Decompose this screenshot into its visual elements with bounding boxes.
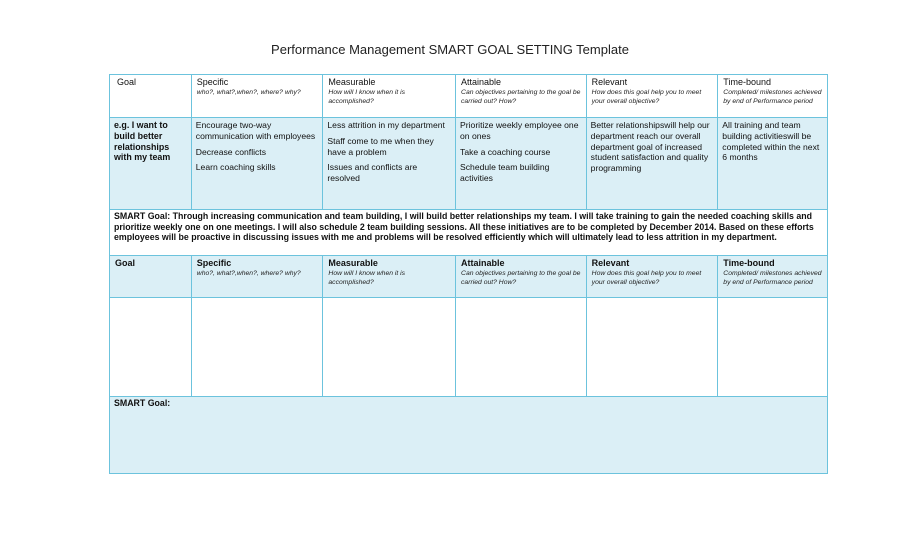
- header-label: Relevant: [591, 258, 630, 268]
- header-attainable: [456, 256, 587, 298]
- header-goal: [110, 256, 192, 298]
- smart-goal-blank-label: SMART Goal:: [114, 398, 171, 408]
- list-item: Take a coaching course: [460, 146, 551, 157]
- header-goal: [110, 75, 192, 118]
- smart-goal-example: SMART Goal: Through increasing communication and team building, I will build better relationships my team. I will take training to gain the needed coaching skills and prioritize weekly one on one meetings. I will also schedule 2 team building sessions. All these initiatives are to be completed by December 2014. Based on these efforts employees will be proactive in discussing issues with me and problems will be resolved efficiently which will ultimately lead to less attrition in my department.: [110, 210, 827, 256]
- blank-entry-row: [110, 298, 827, 397]
- header-measurable: [323, 75, 456, 118]
- blank-specific-cell[interactable]: [192, 298, 324, 397]
- header-sub: Completed/ milestones achieved by end of Performance period: [723, 270, 822, 286]
- header-sub: How does this goal help you to meet your overall objective?: [591, 270, 702, 286]
- header-sub: How does this goal help you to meet your overall objective?: [591, 89, 702, 105]
- header-sub: who?, what?,when?, where? why?: [196, 270, 301, 277]
- header-sub: How will I know when it is accomplished?: [328, 270, 406, 286]
- list-item: Schedule team building activities: [460, 162, 550, 184]
- header-label: Attainable: [461, 77, 502, 87]
- header-label: Specific: [196, 258, 232, 268]
- blank-measurable-cell[interactable]: [323, 298, 456, 397]
- header-label: Attainable: [461, 258, 505, 268]
- example-row: [110, 118, 827, 210]
- header-sub: How will I know when it is accomplished?: [328, 89, 406, 105]
- smart-goal-blank[interactable]: [110, 397, 827, 473]
- header-specific: [192, 75, 324, 118]
- example-attainable: [456, 118, 587, 210]
- list-item: Decrease conflicts: [195, 146, 266, 157]
- header-sub: Completed/ milestones achieved by end of Performance period: [723, 89, 822, 105]
- header-sub: Can objectives pertaining to the goal be carried out? How?: [461, 270, 581, 286]
- document-title: Performance Management SMART GOAL SETTING Template: [271, 42, 629, 57]
- blank-relevant-cell[interactable]: [587, 298, 719, 397]
- header-label: Goal: [115, 258, 136, 268]
- header-measurable: [323, 256, 456, 298]
- list-item: Less attrition in my department: [327, 120, 445, 130]
- blank-goal-cell[interactable]: [110, 298, 192, 397]
- blank-attainable-cell[interactable]: [456, 298, 587, 397]
- header-label: Measurable: [328, 258, 378, 268]
- blank-timebound-cell[interactable]: [718, 298, 827, 397]
- header-label: Goal: [117, 77, 137, 87]
- list-item: Encourage two-way communication with employees: [195, 120, 316, 141]
- smart-goal-table: [109, 74, 828, 474]
- header-relevant: [587, 256, 719, 298]
- list-item: Staff come to me when they have a problem: [327, 135, 434, 157]
- header-timebound: [718, 75, 827, 118]
- header-sub: Can objectives pertaining to the goal be carried out? How?: [461, 89, 581, 105]
- header-timebound: [718, 256, 827, 298]
- header-row: [110, 75, 827, 118]
- header-label: Specific: [196, 77, 229, 87]
- list-item: Issues and conflicts are resolved: [327, 162, 418, 184]
- header-attainable: [456, 75, 587, 118]
- example-goal: e.g. I want to build better relationships with my team: [110, 118, 192, 210]
- header-row-2: [110, 256, 827, 298]
- list-item: Learn coaching skills: [195, 162, 276, 173]
- header-relevant: [587, 75, 719, 118]
- header-label: Time-bound: [723, 77, 771, 87]
- list-item: Prioritize weekly employee one on ones: [460, 120, 579, 141]
- example-relevant: Better relationshipswill help our department reach our overall department goal of increased student satisfaction and quality programming: [587, 118, 719, 210]
- example-measurable: [323, 118, 456, 210]
- header-label: Relevant: [591, 77, 628, 87]
- header-label: Measurable: [328, 77, 376, 87]
- header-label: Time-bound: [723, 258, 775, 268]
- example-specific: [192, 118, 324, 210]
- header-specific: [192, 256, 324, 298]
- header-sub: who?, what?,when?, where? why?: [196, 89, 301, 96]
- example-timebound: All training and team building activitieswill be completed within the next 6 months: [718, 118, 827, 210]
